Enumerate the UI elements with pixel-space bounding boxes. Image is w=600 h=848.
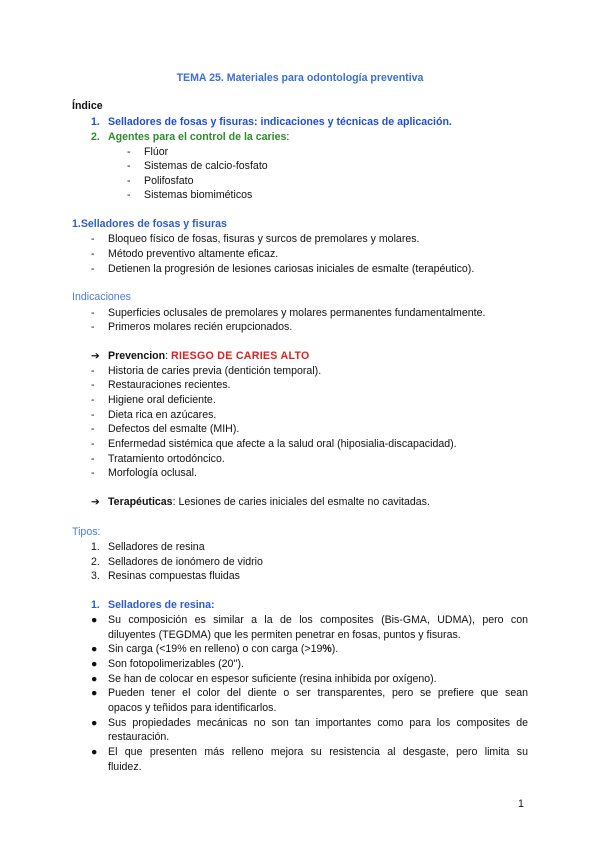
resina-heading: Selladores de resina: bbox=[108, 599, 215, 611]
bullet-icon: ● bbox=[91, 658, 98, 670]
resina-bullet-2-text: Sin carga (<19% en relleno) o con carga (>19 bbox=[108, 643, 323, 655]
tipos-heading-label: Tipos bbox=[72, 526, 98, 538]
resina-bullet-5-line-2: opacos y teñidos para identificarlos. bbox=[108, 702, 277, 714]
resina-bullet-7-line-2: fluidez. bbox=[108, 761, 142, 773]
index-item-2-label: Agentes para el control de la caries bbox=[108, 131, 287, 143]
index-item-1: Selladores de fosas y fisuras: indicaciones y técnicas de aplicación. bbox=[108, 116, 452, 128]
tipos-item: Selladores de resina bbox=[108, 541, 205, 553]
indicaciones-bullet: Superficies oclusales de premolares y molares permanentes fundamentalmente. bbox=[108, 307, 486, 319]
section-1-heading: 1.Selladores de fosas y fisuras bbox=[72, 218, 227, 230]
resina-bullet-2 bbox=[108, 642, 338, 656]
resina-bullet-6-line-2: restauración. bbox=[108, 731, 170, 743]
tipos-number: 3. bbox=[91, 570, 100, 582]
dash-marker: - bbox=[91, 438, 95, 450]
tipos-number: 2. bbox=[91, 556, 100, 568]
indicaciones-heading: Indicaciones bbox=[72, 291, 131, 303]
terapeuticas-text: : Lesiones de caries iniciales del esmalte no cavitadas. bbox=[172, 496, 430, 508]
index-subitem: Sistemas biomiméticos bbox=[144, 189, 253, 201]
bullet-icon: ● bbox=[91, 643, 98, 655]
dash-marker: - bbox=[127, 160, 131, 172]
dash-marker: - bbox=[91, 394, 95, 406]
bullet-icon: ● bbox=[91, 687, 98, 699]
section-1-bullet: Método preventivo altamente eficaz. bbox=[108, 248, 279, 260]
index-item-2-number: 2. bbox=[91, 131, 100, 143]
risk-bullet: Restauraciones recientes. bbox=[108, 379, 231, 391]
risk-bullet: Historia de caries previa (dentición temporal). bbox=[108, 365, 322, 377]
dash-marker: - bbox=[91, 379, 95, 391]
bullet-icon: ● bbox=[91, 717, 98, 729]
bullet-icon: ● bbox=[91, 673, 98, 685]
risk-bullet: Morfología oclusal. bbox=[108, 467, 197, 479]
resina-bullet-6-line-1: Sus propiedades mecánicas no son tan importantes como para los composites de bbox=[108, 717, 528, 729]
tipos-heading bbox=[72, 525, 100, 539]
dash-marker: - bbox=[91, 233, 95, 245]
bullet-icon: ● bbox=[91, 746, 98, 758]
tipos-heading-suffix: : bbox=[97, 526, 101, 538]
risk-bullet: Enfermedad sistémica que afecte a la salud oral (hiposialia-discapacidad). bbox=[108, 438, 457, 450]
resina-bullet-4: Se han de colocar en espesor suficiente (resina inhibida por oxígeno). bbox=[108, 673, 437, 685]
index-subitem: Sistemas de calcio-fosfato bbox=[144, 160, 268, 172]
resina-number: 1. bbox=[91, 599, 100, 611]
arrow-icon: ➔ bbox=[91, 350, 100, 362]
dash-marker: - bbox=[91, 467, 95, 479]
risk-bullet: Defectos del esmalte (MIH). bbox=[108, 423, 240, 435]
section-1-bullet: Detienen la progresión de lesiones cariosas iniciales de esmalte (terapéutico). bbox=[108, 263, 475, 275]
resina-bullet-2-end: ). bbox=[331, 643, 339, 655]
index-item-2 bbox=[108, 130, 289, 144]
risk-bullet: Tratamiento ortodóncico. bbox=[108, 453, 225, 465]
index-item-1-number: 1. bbox=[91, 116, 100, 128]
dash-marker: - bbox=[91, 321, 95, 333]
index-item-2-suffix: : bbox=[286, 131, 290, 143]
terapeuticas-label: Terapéuticas bbox=[108, 496, 173, 508]
index-subitem: Flúor bbox=[144, 146, 169, 158]
dash-marker: - bbox=[127, 189, 131, 201]
dash-marker: - bbox=[91, 263, 95, 275]
dash-marker: - bbox=[91, 307, 95, 319]
dash-marker: - bbox=[127, 175, 131, 187]
dash-marker: - bbox=[91, 365, 95, 377]
prevencion-line bbox=[108, 349, 310, 363]
dash-marker: - bbox=[91, 423, 95, 435]
page-number: 1 bbox=[518, 798, 524, 810]
prevencion-separator: : bbox=[165, 350, 169, 362]
index-subitem: Polifosfato bbox=[144, 175, 194, 187]
resina-bullet-3: Son fotopolimerizables (20''). bbox=[108, 658, 244, 670]
resina-bullet-1-line-2: diluyentes (TEGDMA) que les permiten penetrar en fosas, puntos y fisuras. bbox=[108, 629, 461, 641]
risk-bullet: Dieta rica en azúcares. bbox=[108, 409, 217, 421]
dash-marker: - bbox=[91, 409, 95, 421]
arrow-icon: ➔ bbox=[91, 496, 100, 508]
page-title: TEMA 25. Materiales para odontología preventiva bbox=[176, 72, 424, 84]
resina-bullet-2-percent: % bbox=[322, 643, 332, 655]
tipos-item: Selladores de ionómero de vidrio bbox=[108, 556, 263, 568]
dash-marker: - bbox=[127, 146, 131, 158]
tipos-item: Resinas compuestas fluidas bbox=[108, 570, 240, 582]
bullet-icon: ● bbox=[91, 614, 98, 626]
prevencion-label: Prevencion bbox=[108, 350, 166, 362]
resina-bullet-7-line-1: El que presenten más relleno mejora su resistencia al desgaste, pero limita su bbox=[108, 746, 528, 758]
terapeuticas-line bbox=[108, 495, 430, 509]
dash-marker: - bbox=[91, 453, 95, 465]
risk-label: RIESGO DE CARIES ALTO bbox=[171, 350, 310, 362]
index-heading: Índice bbox=[72, 100, 103, 112]
risk-bullet: Higiene oral deficiente. bbox=[108, 394, 216, 406]
dash-marker: - bbox=[91, 248, 95, 260]
section-1-bullet: Bloqueo físico de fosas, fisuras y surcos de premolares y molares. bbox=[108, 233, 420, 245]
indicaciones-bullet: Primeros molares recién erupcionados. bbox=[108, 321, 293, 333]
tipos-number: 1. bbox=[91, 541, 100, 553]
resina-bullet-1-line-1: Su composición es similar a la de los composites (Bis-GMA, UDMA), pero con bbox=[108, 614, 528, 626]
resina-bullet-5-line-1: Pueden tener el color del diente o ser transparentes, pero se prefiere que sean bbox=[108, 687, 528, 699]
